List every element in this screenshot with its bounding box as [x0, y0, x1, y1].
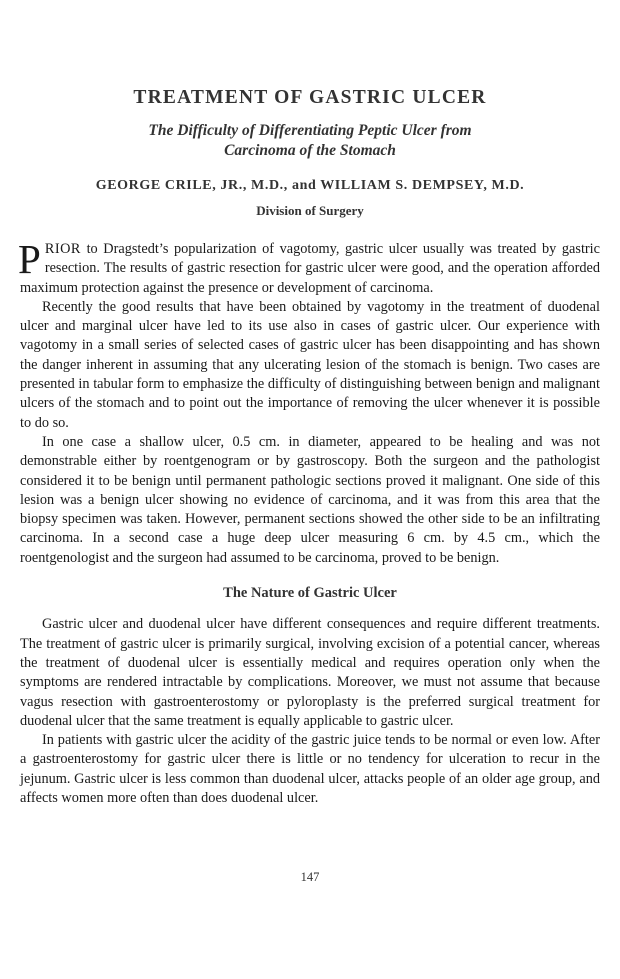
intro-paragraph-1-text: to Dragstedt’s popularization of vagotomy, gastric ulcer usually was treated by gastric resection. The results of gastric resection for gastric ulcer were good, and the operation afforded maximum protection against the presence or development of carcinoma.	[20, 241, 600, 296]
subtitle-line-2: Carcinoma of the Stomach	[224, 142, 396, 159]
article-subtitle	[0, 121, 620, 161]
drop-cap: P	[18, 236, 41, 282]
section-paragraph-2: In patients with gastric ulcer the acidity of the gastric juice tends to be normal or even low. After a gastroenterostomy for gastric ulcer there is little or no tendency for ulceration to recur in the jejunum. Gastric ulcer is less common than duodenal ulcer, attacks people of an older age group, and affects women more often than does duodenal ulcer.	[20, 732, 600, 807]
article-body	[18, 236, 600, 808]
section-heading: The Nature of Gastric Ulcer	[223, 585, 397, 602]
subtitle-line-1: The Difficulty of Differentiating Peptic Ulcer from	[148, 122, 472, 139]
section-paragraph-1: Gastric ulcer and duodenal ulcer have different consequences and require different treatments. The treatment of gastric ulcer is primarily surgical, involving excision of a potential cancer, whereas the treatment of duodenal ulcer is essentially medical and requires operation only when the symptoms are rendered intractable by complications. Moreover, we must not assume that because vagus resection with gastroenterostomy or pyloroplasty is the preferred surgical treatment for duodenal ulcer that the same treatment is equally applicable to gastric ulcer.	[20, 616, 600, 729]
division-line: Division of Surgery	[256, 203, 364, 218]
intro-paragraph-2: Recently the good results that have been obtained by vagotomy in the treatment of duodenal ulcer and marginal ulcer have led to its use also in cases of gastric ulcer. Our experience with vagotomy in a small series of selected cases of gastric ulcer has been disappointing and has shown the danger inherent in assuming that any ulcerating lesion of the stomach is benign. Two cases are presented in tabular form to emphasize the difficulty of distinguishing between benign and malignant ulcers of the stomach and to point out the importance of removing the ulcer whenever it is possible to do so.	[20, 298, 600, 431]
article-title: TREATMENT OF GASTRIC ULCER	[133, 87, 487, 108]
intro-paragraph-3: In one case a shallow ulcer, 0.5 cm. in diameter, appeared to be healing and was not demonstrable either by roentgenogram or by gastroscopy. Both the surgeon and the pathologist considered it to be benign until permanent pathologic sections proved it malignant. One side of this lesion was a benign ulcer showing no evidence of carcinoma, and it was from this area that the biopsy specimen was taken. However, permanent sections showed the other side to be an infiltrating carcinoma. In a second case a huge deep ulcer measuring 6 cm. by 4.5 cm., which the roentgenologist and the surgeon had assumed to be carcinoma, proved to be benign.	[20, 433, 600, 566]
intro-paragraph-1	[18, 236, 600, 298]
first-word-smallcaps: RIOR	[44, 241, 81, 257]
page-number: 147	[300, 870, 320, 884]
author-line: GEORGE CRILE, JR., M.D., and WILLIAM S. DEMPSEY, M.D.	[95, 178, 525, 193]
